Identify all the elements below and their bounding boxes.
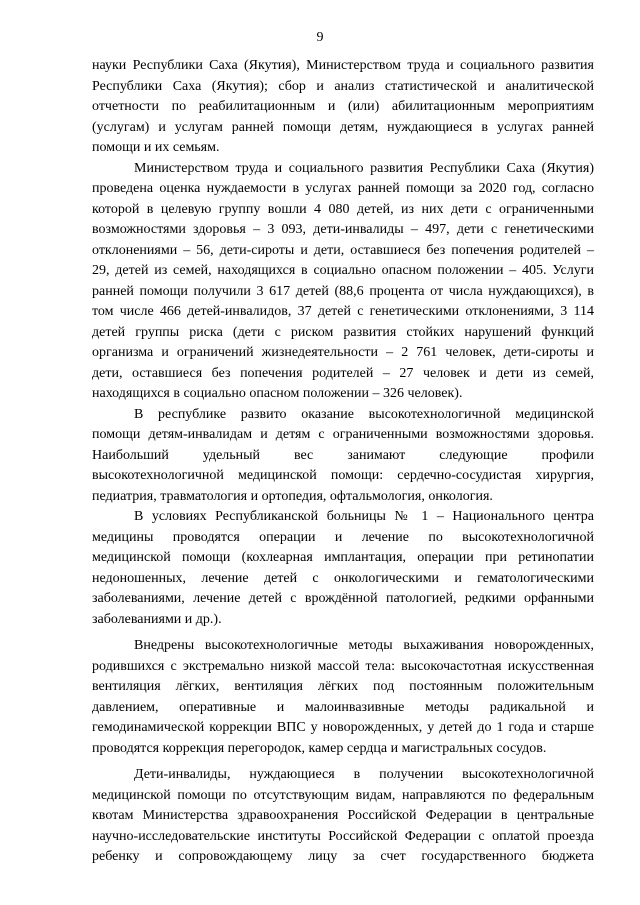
text-line: педиатрия, травматология и ортопедия, офтальмология, онкология. (92, 488, 493, 504)
text-line: проведена оценка нуждаемости в услугах ранней помощи за 2020 год, согласно (92, 181, 594, 196)
text-line: высокотехнологичной медицинской помощи: сердечно-сосудистая хирургия, (92, 468, 594, 483)
text-line: медицины проводятся операции и лечение по высокотехнологичной (92, 529, 594, 545)
text-line: организма и ограничений жизнедеятельности – 2 761 человек, дети-сироты и (92, 345, 594, 360)
paragraph-3 (92, 405, 594, 508)
text-line: научно-исследовательские институты Российской Федерации с оплатой проезда (92, 828, 594, 844)
text-line: квотам Министерства здравоохранения Российской Федерации в центральные (92, 808, 594, 823)
text-line: вентиляция лёгких, вентиляция лёгких под постоянным положительным (92, 679, 594, 694)
paragraph-4 (92, 507, 594, 630)
text-line: отклонениями – 56, дети-сироты и дети, оставшиеся без попечения родителей – (92, 242, 594, 258)
text-line: В республике развито оказание высокотехнологичной медицинской (134, 406, 594, 422)
text-line: родившихся с экстремально низкой массой тела: высокочастотная искусственная (92, 658, 594, 674)
text-line: Дети-инвалиды, нуждающиеся в получении высокотехнологичной (134, 767, 594, 782)
text-line: отчетности по реабилитационным и (или) абилитационным мероприятиям (92, 99, 594, 114)
text-line: детей группы риска (дети с риском развития стойких нарушений функций (92, 324, 594, 340)
text-line: науки Республики Саха (Якутия), Министерством труда и социального развития (92, 58, 594, 73)
text-line: ребенку и сопровождающему лицу за счет государственного бюджета (92, 849, 594, 864)
text-line: помощи и их семьям. (92, 140, 220, 155)
paragraph-1 (92, 56, 594, 159)
text-line: находящихся в социально опасном положении – 326 человек). (92, 386, 463, 401)
text-line: медицинской помощи (кохлеарная имплантация, операции при ретинопатии (92, 550, 594, 565)
document-body (92, 56, 594, 868)
text-line: ранней помощи получили 3 617 детей (88,6 процента от числа нуждающихся), в (92, 283, 594, 299)
text-line: заболеваниями, лечение детей с врождённой патологией, редкими орфанными (92, 591, 594, 606)
text-line: В условиях Республиканской больницы № 1 – Национального центра (134, 509, 594, 524)
paragraph-2 (92, 159, 594, 405)
text-line: гемодинамической коррекции ВПС у новорожденных, у детей до 1 года и старше (92, 720, 594, 735)
page-number: 9 (316, 30, 324, 45)
text-line: проводятся коррекция перегородок, камер сердца и магистральных сосудов. (92, 740, 547, 756)
text-line: дети, оставшиеся без попечения родителей – 27 человек и дети из семей, (92, 365, 594, 381)
text-line: которой в целевую группу вошли 4 080 детей, из них дети с ограниченными (92, 201, 594, 217)
text-line: давлением, оперативные и малоинвазивные методы радикальной и (92, 699, 594, 715)
text-line: недоношенных, лечение детей с онкологическими и гематологическими (92, 570, 594, 586)
text-line: Министерством труда и социального развития Республики Саха (Якутия) (134, 160, 594, 176)
paragraph-6 (92, 765, 594, 868)
text-line: том числе 466 детей-инвалидов, 37 детей с генетическими отклонениями, 3 114 (92, 304, 594, 319)
text-line: Наибольший удельный вес занимают следующие профили (92, 447, 594, 463)
paragraph-5 (92, 636, 594, 759)
text-line: медицинской помощи по отсутствующим видам, направляются по федеральным (92, 787, 594, 803)
text-line: возможностями здоровья – 3 093, дети-инвалиды – 497, дети с генетическими (92, 222, 594, 237)
text-line: Республики Саха (Якутия); сбор и анализ статистической и аналитической (92, 78, 594, 94)
text-line: помощи детям-инвалидам и детям с ограниченными возможностями здоровья. (92, 427, 594, 442)
text-line: заболеваниями и др.). (92, 611, 222, 627)
text-line: (услугам) и услугам ранней помощи детям, нуждающиеся в услугах ранней (92, 119, 594, 135)
text-line: 29, детей из семей, находящихся в социально опасном положении – 405. Услуги (92, 263, 594, 278)
text-line: Внедрены высокотехнологичные методы выхаживания новорожденных, (134, 638, 594, 653)
